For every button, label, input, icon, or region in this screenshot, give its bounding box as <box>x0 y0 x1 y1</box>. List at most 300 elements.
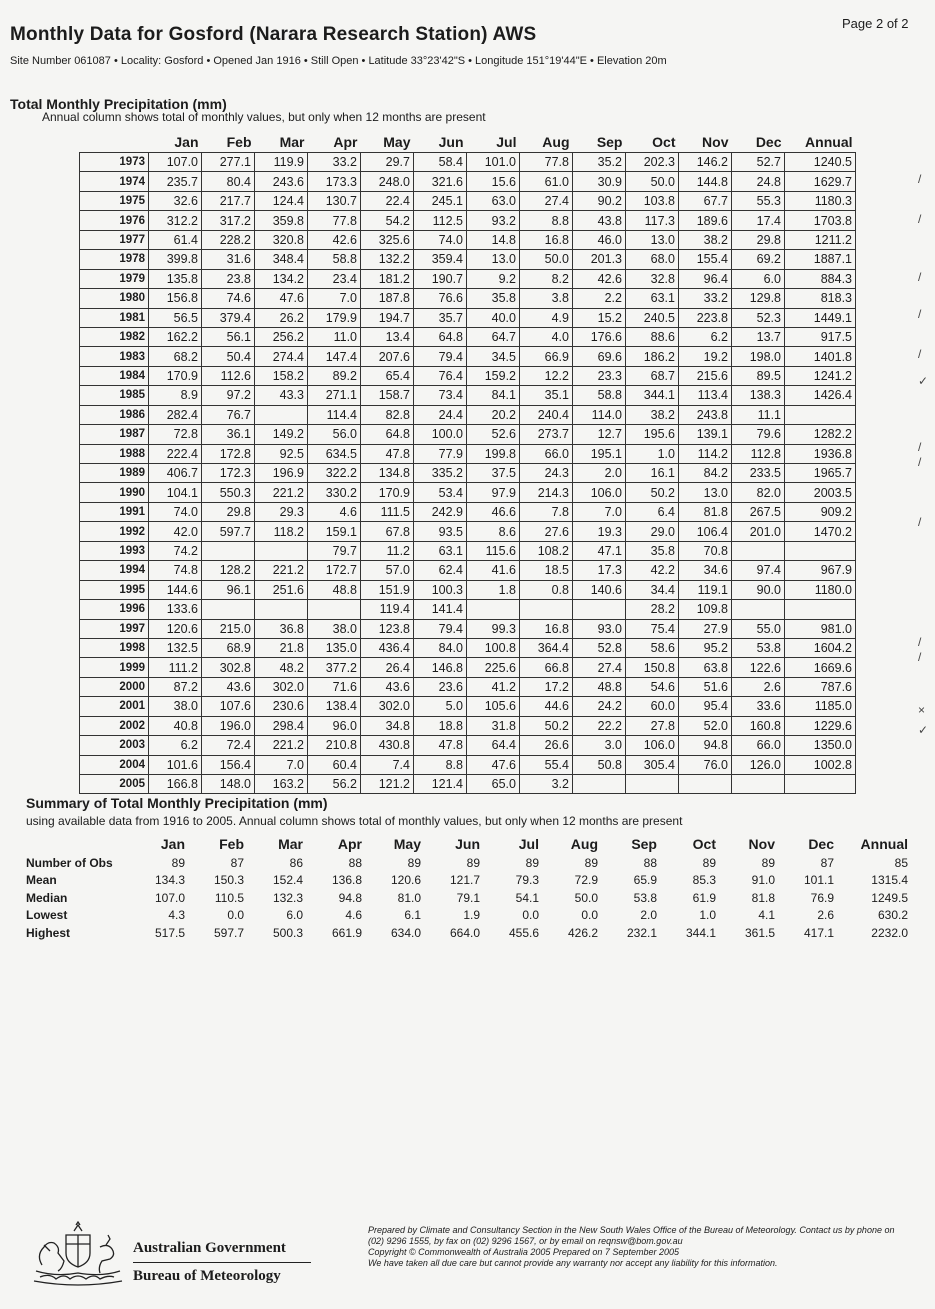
month-cell: 35.8 <box>626 541 679 560</box>
month-cell: 215.6 <box>679 366 732 385</box>
month-cell: 155.4 <box>679 250 732 269</box>
month-cell: 101.0 <box>467 153 520 172</box>
table-row <box>80 250 856 269</box>
column-header-sep: Sep <box>596 133 623 150</box>
table-row <box>80 289 856 308</box>
summary-cell: 65.9 <box>633 873 657 888</box>
summary-cell: 88 <box>643 855 657 870</box>
month-cell: 13.0 <box>467 250 520 269</box>
month-cell: 1.8 <box>467 580 520 599</box>
annual-cell: 1470.2 <box>785 522 856 541</box>
tick-mark: / <box>918 455 922 469</box>
column-header-annual: Annual <box>805 133 853 150</box>
month-cell: 274.4 <box>255 347 308 366</box>
summary-column-header-may: May <box>393 836 421 852</box>
month-cell: 104.1 <box>149 483 202 502</box>
month-cell: 93.5 <box>414 522 467 541</box>
table-row <box>80 308 856 327</box>
month-cell: 75.4 <box>626 619 679 638</box>
month-cell: 114.0 <box>573 405 626 424</box>
month-cell: 66.0 <box>520 444 573 463</box>
month-cell: 14.8 <box>467 230 520 249</box>
month-cell: 242.9 <box>414 502 467 521</box>
summary-column-header-jul: Jul <box>518 836 539 852</box>
month-cell: 11.0 <box>308 327 361 346</box>
month-cell <box>255 405 308 424</box>
month-cell: 251.6 <box>255 580 308 599</box>
month-cell: 176.6 <box>573 327 626 346</box>
table-row <box>80 153 856 172</box>
summary-cell: 89 <box>584 855 598 870</box>
year-cell: 1996 <box>80 600 149 619</box>
month-cell: 34.4 <box>626 580 679 599</box>
month-cell: 69.2 <box>732 250 785 269</box>
month-cell: 3.2 <box>520 775 573 794</box>
month-cell: 277.1 <box>202 153 255 172</box>
year-cell: 1978 <box>80 250 149 269</box>
annual-cell: 818.3 <box>785 289 856 308</box>
summary-row <box>26 924 908 942</box>
handwritten-tick-marks <box>918 150 932 770</box>
summary-cell: 54.1 <box>515 890 539 905</box>
summary-note: using available data from 1916 to 2005. Annual column shows total of monthly values, but only when 12 months are present <box>26 814 683 828</box>
month-cell: 8.2 <box>520 269 573 288</box>
month-cell: 273.7 <box>520 425 573 444</box>
column-header-dec: Dec <box>755 133 782 150</box>
summary-cell: 4.6 <box>345 908 362 923</box>
month-cell: 43.6 <box>361 677 414 696</box>
month-cell: 9.2 <box>467 269 520 288</box>
month-cell: 298.4 <box>255 716 308 735</box>
month-cell: 70.8 <box>679 541 732 560</box>
summary-row-label: Median <box>26 890 68 905</box>
month-cell: 135.0 <box>308 638 361 657</box>
month-cell: 119.4 <box>361 600 414 619</box>
month-cell: 149.2 <box>255 425 308 444</box>
month-cell: 34.5 <box>467 347 520 366</box>
month-cell: 32.6 <box>149 191 202 210</box>
summary-column-header-jan: Jan <box>160 836 185 852</box>
month-cell: 114.4 <box>308 405 361 424</box>
annual-cell: 981.0 <box>785 619 856 638</box>
tick-mark: / <box>918 440 922 454</box>
month-cell: 52.3 <box>732 308 785 327</box>
annual-cell: 1401.8 <box>785 347 856 366</box>
year-cell: 1981 <box>80 308 149 327</box>
month-cell: 148.0 <box>202 775 255 794</box>
summary-cell: 110.5 <box>214 890 244 905</box>
summary-cell: 4.1 <box>758 908 775 923</box>
month-cell: 243.8 <box>679 405 732 424</box>
year-cell: 1974 <box>80 172 149 191</box>
month-cell: 11.1 <box>732 405 785 424</box>
year-cell: 2004 <box>80 755 149 774</box>
summary-cell: 6.0 <box>286 908 303 923</box>
summary-cell: 417.1 <box>803 925 834 940</box>
month-cell: 58.8 <box>573 386 626 405</box>
coat-of-arms-icon <box>30 1221 125 1287</box>
month-cell: 35.1 <box>520 386 573 405</box>
month-cell: 322.2 <box>308 464 361 483</box>
month-cell: 158.7 <box>361 386 414 405</box>
month-cell: 47.8 <box>361 444 414 463</box>
month-cell: 96.1 <box>202 580 255 599</box>
annual-cell: 1449.1 <box>785 308 856 327</box>
month-cell: 42.6 <box>308 230 361 249</box>
month-cell: 217.7 <box>202 191 255 210</box>
month-cell: 320.8 <box>255 230 308 249</box>
table-row <box>80 366 856 385</box>
fine-print-copyright: Copyright © Commonwealth of Australia 2005 Prepared on 7 September 2005 <box>368 1247 679 1257</box>
month-cell: 92.5 <box>255 444 308 463</box>
month-cell: 13.7 <box>732 327 785 346</box>
annual-cell: 909.2 <box>785 502 856 521</box>
annual-cell: 1211.2 <box>785 230 856 249</box>
month-cell: 36.1 <box>202 425 255 444</box>
month-cell: 221.2 <box>255 483 308 502</box>
year-cell: 1991 <box>80 502 149 521</box>
month-cell <box>202 600 255 619</box>
summary-cell: 85.3 <box>692 873 716 888</box>
month-cell: 97.2 <box>202 386 255 405</box>
month-cell: 16.8 <box>520 619 573 638</box>
month-cell: 187.8 <box>361 289 414 308</box>
year-cell: 1994 <box>80 561 149 580</box>
month-cell: 50.2 <box>520 716 573 735</box>
month-cell: 359.8 <box>255 211 308 230</box>
month-cell: 19.3 <box>573 522 626 541</box>
table-row <box>80 191 856 210</box>
month-cell: 26.2 <box>255 308 308 327</box>
column-header-oct: Oct <box>652 133 676 150</box>
month-cell: 35.7 <box>414 308 467 327</box>
month-cell: 38.2 <box>626 405 679 424</box>
month-cell: 140.6 <box>573 580 626 599</box>
table-row <box>80 600 856 619</box>
month-cell: 79.7 <box>308 541 361 560</box>
month-cell: 117.3 <box>626 211 679 230</box>
month-cell: 67.7 <box>679 191 732 210</box>
summary-cell: 2232.0 <box>871 925 908 940</box>
month-cell: 179.9 <box>308 308 361 327</box>
column-header-mar: Mar <box>279 133 305 150</box>
month-cell: 16.1 <box>626 464 679 483</box>
year-cell: 1990 <box>80 483 149 502</box>
month-cell: 51.6 <box>679 677 732 696</box>
summary-row-label: Number of Obs <box>26 855 113 870</box>
month-cell: 202.3 <box>626 153 679 172</box>
month-cell: 74.6 <box>202 289 255 308</box>
month-cell: 23.8 <box>202 269 255 288</box>
table-row <box>80 522 856 541</box>
month-cell: 15.6 <box>467 172 520 191</box>
month-cell: 48.2 <box>255 658 308 677</box>
month-cell: 146.2 <box>679 153 732 172</box>
month-cell: 46.0 <box>573 230 626 249</box>
month-cell: 196.9 <box>255 464 308 483</box>
month-cell: 189.6 <box>679 211 732 230</box>
month-cell: 52.6 <box>467 425 520 444</box>
summary-cell: 61.9 <box>692 890 716 905</box>
table-row <box>80 483 856 502</box>
column-header-may: May <box>383 133 411 150</box>
month-cell: 233.5 <box>732 464 785 483</box>
month-cell: 81.8 <box>679 502 732 521</box>
month-cell: 21.8 <box>255 638 308 657</box>
month-cell: 64.4 <box>467 736 520 755</box>
month-cell: 33.2 <box>679 289 732 308</box>
month-cell: 96.0 <box>308 716 361 735</box>
summary-cell: 86 <box>289 855 303 870</box>
month-cell: 282.4 <box>149 405 202 424</box>
summary-cell: 1.0 <box>699 908 716 923</box>
summary-cell: 50.0 <box>574 890 598 905</box>
summary-cell: 76.9 <box>810 890 834 905</box>
month-cell: 89.5 <box>732 366 785 385</box>
annual-cell <box>785 775 856 794</box>
month-cell: 23.3 <box>573 366 626 385</box>
summary-cell: 152.4 <box>272 873 303 888</box>
summary-column-header-mar: Mar <box>278 836 303 852</box>
summary-cell: 661.9 <box>331 925 362 940</box>
month-cell: 63.1 <box>414 541 467 560</box>
month-cell: 35.2 <box>573 153 626 172</box>
month-cell: 68.9 <box>202 638 255 657</box>
month-cell: 129.8 <box>732 289 785 308</box>
table-row <box>80 444 856 463</box>
month-cell: 160.8 <box>732 716 785 735</box>
month-cell: 321.6 <box>414 172 467 191</box>
year-cell: 1983 <box>80 347 149 366</box>
table-row <box>80 211 856 230</box>
year-cell: 1987 <box>80 425 149 444</box>
summary-column-header-sep: Sep <box>631 836 657 852</box>
month-cell: 69.6 <box>573 347 626 366</box>
summary-column-header-nov: Nov <box>748 836 775 852</box>
month-cell: 52.0 <box>679 716 732 735</box>
annual-cell: 1180.3 <box>785 191 856 210</box>
month-cell <box>732 541 785 560</box>
summary-cell: 1.9 <box>463 908 480 923</box>
year-cell: 1997 <box>80 619 149 638</box>
month-cell: 76.7 <box>202 405 255 424</box>
summary-cell: 89 <box>702 855 716 870</box>
month-cell <box>520 600 573 619</box>
year-cell: 1986 <box>80 405 149 424</box>
month-cell: 42.0 <box>149 522 202 541</box>
table-row <box>80 755 856 774</box>
month-cell: 550.3 <box>202 483 255 502</box>
month-cell: 172.8 <box>202 444 255 463</box>
month-cell: 64.8 <box>361 425 414 444</box>
annual-cell <box>785 600 856 619</box>
month-cell: 159.2 <box>467 366 520 385</box>
month-cell: 134.2 <box>255 269 308 288</box>
month-cell: 170.9 <box>149 366 202 385</box>
month-cell: 23.6 <box>414 677 467 696</box>
month-cell: 65.0 <box>467 775 520 794</box>
month-cell: 2.0 <box>573 464 626 483</box>
table-row <box>80 269 856 288</box>
month-cell: 210.8 <box>308 736 361 755</box>
annual-cell: 917.5 <box>785 327 856 346</box>
month-cell: 58.6 <box>626 638 679 657</box>
month-cell: 156.4 <box>202 755 255 774</box>
month-cell: 172.3 <box>202 464 255 483</box>
year-cell: 1984 <box>80 366 149 385</box>
month-cell <box>467 600 520 619</box>
month-cell: 71.6 <box>308 677 361 696</box>
month-cell: 597.7 <box>202 522 255 541</box>
month-cell: 29.8 <box>732 230 785 249</box>
month-cell: 72.4 <box>202 736 255 755</box>
month-cell: 100.8 <box>467 638 520 657</box>
annual-cell: 1936.8 <box>785 444 856 463</box>
month-cell: 19.2 <box>679 347 732 366</box>
precipitation-note: Annual column shows total of monthly values, but only when 12 months are present <box>42 110 486 124</box>
month-cell: 114.2 <box>679 444 732 463</box>
month-cell: 133.6 <box>149 600 202 619</box>
month-cell: 74.0 <box>149 502 202 521</box>
table-row <box>80 619 856 638</box>
month-cell: 344.1 <box>626 386 679 405</box>
annual-cell: 1180.0 <box>785 580 856 599</box>
year-cell: 1979 <box>80 269 149 288</box>
month-cell: 436.4 <box>361 638 414 657</box>
annual-cell: 1241.2 <box>785 366 856 385</box>
month-cell: 201.3 <box>573 250 626 269</box>
summary-cell: 136.8 <box>331 873 362 888</box>
month-cell: 88.6 <box>626 327 679 346</box>
tick-mark: × <box>918 703 926 717</box>
month-cell: 34.6 <box>679 561 732 580</box>
month-cell: 3.0 <box>573 736 626 755</box>
month-cell: 12.7 <box>573 425 626 444</box>
month-cell: 95.4 <box>679 697 732 716</box>
summary-cell: 89 <box>761 855 775 870</box>
month-cell: 305.4 <box>626 755 679 774</box>
month-cell: 90.0 <box>732 580 785 599</box>
fine-print-disclaimer: We have taken all due care but cannot provide any warranty nor accept any liability for this information. <box>368 1258 778 1268</box>
month-cell: 29.7 <box>361 153 414 172</box>
month-cell: 97.9 <box>467 483 520 502</box>
month-cell: 162.2 <box>149 327 202 346</box>
month-cell: 235.7 <box>149 172 202 191</box>
summary-cell: 517.5 <box>154 925 185 940</box>
month-cell: 24.4 <box>414 405 467 424</box>
month-cell: 35.8 <box>467 289 520 308</box>
month-cell: 93.2 <box>467 211 520 230</box>
summary-cell: 72.9 <box>574 873 598 888</box>
month-cell: 24.3 <box>520 464 573 483</box>
month-cell: 1.0 <box>626 444 679 463</box>
tick-mark: / <box>918 347 922 361</box>
tick-mark: / <box>918 270 922 284</box>
month-cell: 41.6 <box>467 561 520 580</box>
column-header-aug: Aug <box>542 133 570 150</box>
summary-cell: 132.3 <box>272 890 303 905</box>
month-cell: 406.7 <box>149 464 202 483</box>
year-cell: 1980 <box>80 289 149 308</box>
month-cell: 302.8 <box>202 658 255 677</box>
summary-row-label: Lowest <box>26 908 68 923</box>
table-row <box>80 736 856 755</box>
month-cell: 89.2 <box>308 366 361 385</box>
column-header-jul: Jul <box>496 133 517 150</box>
annual-cell: 967.9 <box>785 561 856 580</box>
month-cell: 84.2 <box>679 464 732 483</box>
month-cell: 68.0 <box>626 250 679 269</box>
annual-cell: 1229.6 <box>785 716 856 735</box>
month-cell: 73.4 <box>414 386 467 405</box>
summary-cell: 1249.5 <box>871 890 908 905</box>
summary-row <box>26 872 908 890</box>
year-cell: 1982 <box>80 327 149 346</box>
summary-cell: 634.0 <box>390 925 421 940</box>
year-cell: 2003 <box>80 736 149 755</box>
month-cell <box>679 775 732 794</box>
month-cell: 50.0 <box>520 250 573 269</box>
month-cell: 325.6 <box>361 230 414 249</box>
month-cell: 243.6 <box>255 172 308 191</box>
month-cell: 113.4 <box>679 386 732 405</box>
table-row <box>80 464 856 483</box>
month-cell: 34.8 <box>361 716 414 735</box>
month-cell: 57.0 <box>361 561 414 580</box>
month-cell: 46.6 <box>467 502 520 521</box>
annual-cell: 1282.2 <box>785 425 856 444</box>
annual-cell <box>785 541 856 560</box>
month-cell: 151.9 <box>361 580 414 599</box>
month-cell: 43.6 <box>202 677 255 696</box>
month-cell: 62.4 <box>414 561 467 580</box>
month-cell: 54.2 <box>361 211 414 230</box>
month-cell: 121.4 <box>414 775 467 794</box>
fine-print-contact: Prepared by Climate and Consultancy Section in the New South Wales Office of the Bureau of Meteorology. Contact us by phone on (02) 9296 1555, by fax on (02) 9296 1567, or by email on reqnsw@bom.gov.au <box>368 1225 895 1246</box>
month-cell: 348.4 <box>255 250 308 269</box>
year-cell: 1988 <box>80 444 149 463</box>
month-cell: 359.4 <box>414 250 467 269</box>
month-cell: 52.7 <box>732 153 785 172</box>
month-cell: 156.8 <box>149 289 202 308</box>
month-cell <box>255 600 308 619</box>
month-cell: 144.6 <box>149 580 202 599</box>
site-info-line: Site Number 061087 • Locality: Gosford • Opened Jan 1916 • Still Open • Latitude 33°23'42"S • Longitude 151°19'44"E • Elevation 20m <box>10 55 667 67</box>
column-header-nov: Nov <box>702 133 729 150</box>
month-cell: 139.1 <box>679 425 732 444</box>
month-cell <box>573 600 626 619</box>
month-cell: 31.6 <box>202 250 255 269</box>
month-cell: 190.7 <box>414 269 467 288</box>
summary-cell: 1315.4 <box>871 873 908 888</box>
month-cell: 109.8 <box>679 600 732 619</box>
table-row <box>80 677 856 696</box>
month-cell: 93.0 <box>573 619 626 638</box>
month-cell: 72.8 <box>149 425 202 444</box>
summary-column-header-oct: Oct <box>692 836 716 852</box>
precipitation-heading: Total Monthly Precipitation (mm) <box>10 96 227 112</box>
month-cell: 47.6 <box>255 289 308 308</box>
month-cell: 58.4 <box>414 153 467 172</box>
month-cell: 99.3 <box>467 619 520 638</box>
month-cell: 100.3 <box>414 580 467 599</box>
month-cell: 7.0 <box>573 502 626 521</box>
month-cell: 172.7 <box>308 561 361 580</box>
annual-cell: 1703.8 <box>785 211 856 230</box>
summary-cell: 4.3 <box>168 908 185 923</box>
table-row <box>80 327 856 346</box>
month-cell: 74.0 <box>414 230 467 249</box>
